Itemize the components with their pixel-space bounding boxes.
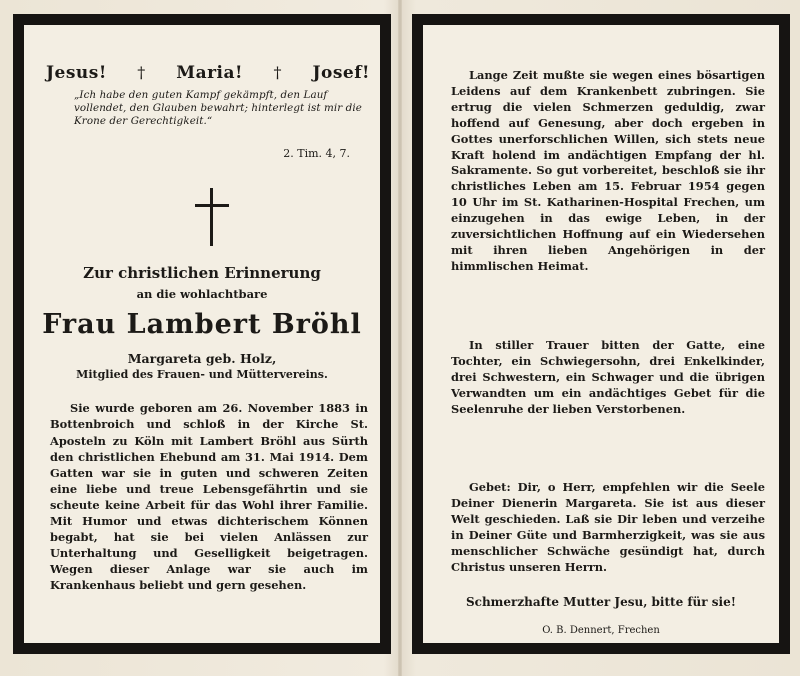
biography-text: Sie wurde geboren am 26. November 1883 in Bottenbroich und schloß in der Kirche St. Aposteln zu Köln mit Lambert Bröhl aus Sürth den christlichen Ehebund am 31. Mai 1914. Dem Gatten war sie in guten und schweren Zeiten eine liebe und treue Lebensgefährtin und sie scheute keine Arbeit für das Wohl ihrer Familie. Mit Humor und etwas dichterischem Können begabt, hat sie bei vielen Anlässen zur Unterhaltung und Geselligkeit beigetragen. Wegen dieser Anlage war sie auch im Krankenhaus beliebt und gern gesehen. <box>50 401 368 593</box>
scripture-reference: 2. Tim. 4, 7. <box>283 147 350 160</box>
deceased-name: Frau Lambert Bröhl <box>42 309 362 340</box>
dagger-icon: † <box>273 63 282 82</box>
invocation-maria: Maria! <box>176 63 243 83</box>
memory-heading: Zur christlichen Erinnerung <box>83 264 321 282</box>
card-fold <box>398 0 402 676</box>
illness-paragraph: Lange Zeit mußte sie wegen eines bösartigen Leidens auf dem Krankenbett zubringen. Sie ertrug die vielen Schmerzen geduldig, zwar hoffend auf Genesung, aber doch ergeben in Gottes unerforschlichen Willen, sich stets neue Kraft holend im andächtigen Empfang der hl. Sakramente. So gut vorbereitet, beschloß sie ihr christliches Leben am 15. Februar 1954 gegen 10 Uhr im St. Katharinen-Hospital Frechen, um einzugehen in das ewige Leben, in der zuversichtlichen Hoffnung auf ein Wiedersehen mit ihren lieben Angehörigen in der himmlischen Heimat. <box>451 68 765 273</box>
scripture-quote: „Ich habe den guten Kampf gekämpft, den Lauf vollendet, den Glauben bewahrt; hinterlegt ist mir die Krone der Gerechtigkeit.“ <box>74 89 362 128</box>
left-panel <box>13 14 391 654</box>
revered-line: an die wohlachtbare <box>136 287 268 301</box>
invocation-jesus: Jesus! <box>46 63 107 83</box>
membership-line: Mitglied des Frauen- und Müttervereins. <box>76 368 328 381</box>
mourning-paragraph: In stiller Trauer bitten der Gatte, eine Tochter, ein Schwiegersohn, drei Enkelkinder, drei Schwestern, ein Schwager und die übrigen Verwandten um ein andächtiges Gebet für die Seelenruhe der lieben Verstorbenen. <box>451 338 765 416</box>
prayer-paragraph: Gebet: Dir, o Herr, empfehlen wir die Seele Deiner Dienerin Margareta. Sie ist aus dieser Welt geschieden. Laß sie Dir leben und verzeihe in Deiner Güte und Barmherzigkeit, was sie aus menschlicher Schwäche gesündigt hat, durch Christus unseren Herrn. <box>451 480 765 574</box>
invocation-line <box>46 63 370 83</box>
maiden-name: Margareta geb. Holz, <box>127 351 277 366</box>
right-panel <box>412 14 790 654</box>
printer-credit: O. B. Dennert, Frechen <box>542 625 660 636</box>
dagger-icon: † <box>137 63 146 82</box>
closing-invocation: Schmerzhafte Mutter Jesu, bitte für sie! <box>465 595 736 609</box>
invocation-josef: Josef! <box>312 63 370 83</box>
latin-cross-icon <box>195 188 229 246</box>
